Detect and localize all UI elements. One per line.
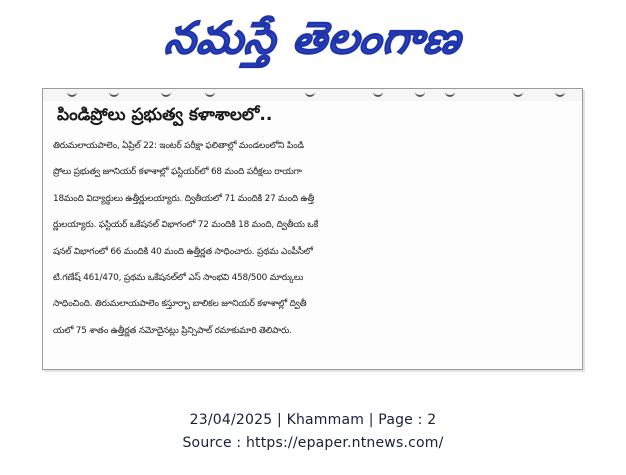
article-clipping [42,88,583,370]
article-line: యలో 75 శాతం ఉత్తీర్ణత నమోదైనట్లు ప్రిన్సిపాల్ రమాకుమారి తెలిపారు. [53,325,292,336]
article-line: ర్ణులయ్యారు. ఫస్టియర్ ఒకేషనల్ విభాగంలో 72 మందికి 18 మంది, ద్వితీయ ఒకే [53,220,319,231]
article-line: సాధించింది. తిరుమలాయపాలెం కస్తూర్బా బాలికల జూనియర్ కళాశాల్లో ద్వితీ [53,299,307,310]
footer-meta: 23/04/2025 | Khammam | Page : 2 [189,412,437,428]
footer-source-link[interactable]: Source : https://epaper.ntnews.com/ [182,435,444,451]
article-line: ప్రోలు ప్రభుత్వ జూనియర్ కళాశాల్లో ఫస్టియర్‌లో 68 మంది పరీక్షలు రాయగా [53,167,302,178]
newspaper-logo: నమస్తే తెలంగాణ [162,13,464,64]
article-headline: పిండిప్రోలు ప్రభుత్వ కళాశాలలో.. [57,105,273,125]
clipping-cut-edge [43,89,582,101]
article-line: 18మంది విద్యార్థులు ఉత్తీర్ణులయ్యారు. ద్వితీయలో 71 మందికి 27 మంది ఉత్తీ [53,193,315,204]
masthead [0,0,626,78]
article-line: టి.గణేష్ 461/470, ప్రథమ ఒకేషనల్‌లో ఎస్ సాంభవి 458/500 మార్కులు [53,273,304,284]
article-line: తిరుమలాయపాలెం, ఏప్రిల్ 22: ఇంటర్ పరీక్షా ఫలితాల్లో మండలంలోని పిండి [53,141,304,151]
article-body [53,133,574,344]
article-line: షనల్ విభాగంలో 66 మందికి 40 మంది ఉత్తీర్ణత సాధించారు. ప్రథమ ఎంపీసీలో [53,246,313,257]
